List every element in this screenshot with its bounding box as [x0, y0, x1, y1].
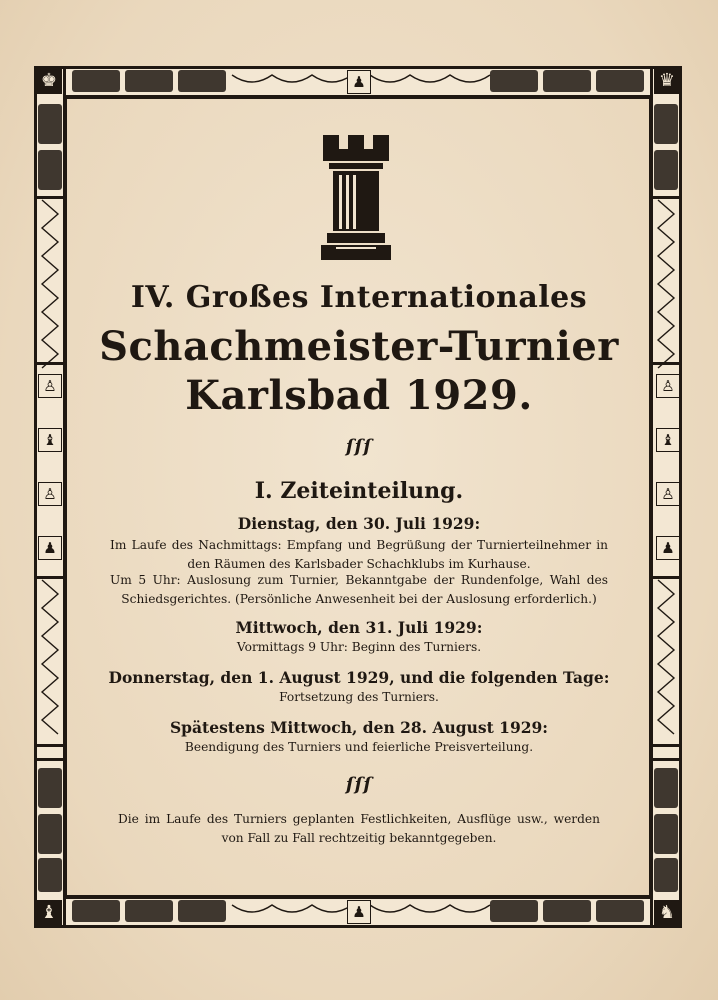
chess-pawn-icon: ♟ — [347, 70, 371, 94]
separator-ornament: ſſſ — [345, 774, 373, 795]
chess-pawn-icon: ♟ — [347, 900, 371, 924]
separator-ornament: ſſſ — [345, 436, 373, 457]
schedule-day: Donnerstag, den 1. August 1929, und die folgenden Tage: — [108, 668, 610, 687]
footer-note: Die im Laufe des Turniers geplanten Festlichkeiten, Ausflüge usw., werden von Fall zu Fall rechtzeitig bekanntgegeben. — [118, 812, 600, 845]
chess-pawn-icon: ♙ — [656, 374, 680, 398]
schedule-day: Mittwoch, den 31. Juli 1929: — [235, 618, 483, 637]
schedule-text: Im Laufe des Nachmittags: Empfang und Begrüßung der Turnierteilnehmer in den Räumen des Karlsbader Schachklubs im Kurhause. — [110, 538, 608, 571]
chess-pawn-icon: ♟ — [38, 536, 62, 560]
chess-bishop-icon: ♝ — [38, 428, 62, 452]
schedule-text: Vormittags 9 Uhr: Beginn des Turniers. — [236, 640, 482, 654]
title-line-2: Schachmeister-Turnier — [99, 323, 619, 370]
chess-rook-icon — [321, 135, 391, 260]
schedule-text: Um 5 Uhr: Auslosung zum Turnier, Bekanntgabe der Rundenfolge, Wahl des Schiedsgerichtes. (Persönliche Anwesenheit bei der Auslosung erforderlich.) — [110, 573, 608, 606]
chess-pawn-icon: ♙ — [38, 482, 62, 506]
schedule-day: Spätestens Mittwoch, den 28. August 1929: — [169, 718, 549, 737]
title-line-1: IV. Großes Internationales — [130, 280, 588, 315]
chess-pawn-icon: ♙ — [656, 482, 680, 506]
chess-bishop-icon: ♝ — [36, 900, 62, 926]
chess-queen-icon: ♛ — [654, 68, 680, 94]
chess-king-icon: ♚ — [36, 68, 62, 94]
schedule-day: Dienstag, den 30. Juli 1929: — [237, 514, 481, 533]
chess-knight-icon: ♞ — [654, 900, 680, 926]
schedule-text: Fortsetzung des Turniers. — [279, 690, 439, 704]
chess-pawn-icon: ♙ — [38, 374, 62, 398]
section-title: I. Zeiteinteilung. — [254, 478, 464, 504]
schedule-text: Beendigung des Turniers und feierliche Preisverteilung. — [184, 740, 534, 754]
chess-pawn-icon: ♟ — [656, 536, 680, 560]
title-line-3: Karlsbad 1929. — [185, 372, 533, 419]
chess-bishop-icon: ♝ — [656, 428, 680, 452]
